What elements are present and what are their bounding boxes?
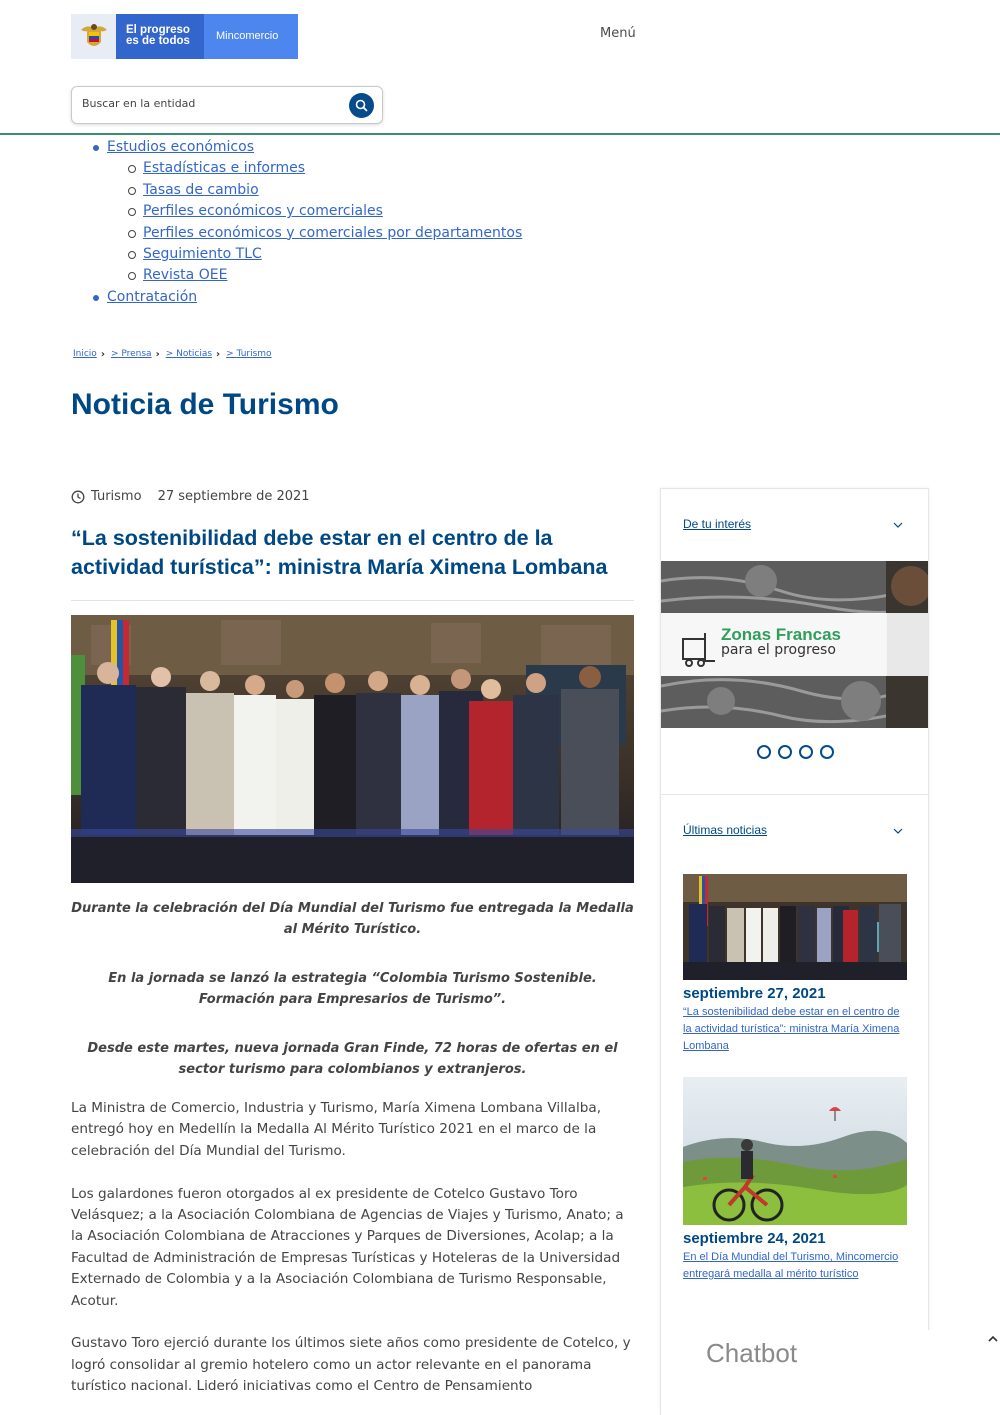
- search-button[interactable]: [349, 93, 374, 118]
- accordion-ultimas-noticias[interactable]: Últimas noticias: [683, 823, 768, 837]
- banner-subtitle: para el progreso: [721, 642, 836, 658]
- ministry-name: Mincomercio: [204, 14, 298, 59]
- nav-item-seguimiento-tlc: [107, 244, 522, 265]
- news-item: [683, 1077, 907, 1283]
- breadcrumb: [73, 349, 272, 360]
- title-divider: [71, 600, 634, 601]
- site-header: [0, 0, 1000, 135]
- nav-link-estadisticas[interactable]: Estadísticas e informes: [143, 160, 306, 177]
- menu-button[interactable]: Menú: [600, 26, 636, 41]
- chatbot-button[interactable]: Chatbot: [706, 1338, 798, 1368]
- body-paragraph: Gustavo Toro ejerció durante los últimos siete años como presidente de Cotelco, y logró consolidar al gremio hotelero como un actor relevante en el panorama turístico nacional. Lideró iniciativas como el Centro de Pensamiento: [71, 1335, 631, 1395]
- breadcrumb-separator: ›: [216, 349, 221, 360]
- nav-item-revista-oee: [107, 265, 522, 286]
- breadcrumb-turismo-label: Turismo: [236, 349, 272, 359]
- nav-link-contratacion[interactable]: Contratación: [107, 288, 198, 305]
- carousel-dot[interactable]: [799, 745, 813, 759]
- breadcrumb-separator: ›: [100, 349, 105, 360]
- site-nav-list: [107, 137, 522, 308]
- slogan-line-1: El progreso: [126, 24, 190, 36]
- body-paragraph: Los galardones fueron otorgados al ex presidente de Cotelco Gustavo Toro Velásquez; a la Asociación Colombiana de Agencias de Viajes y Turismo, Anato; a la Asociación Colombiana de Atracciones y Parques de Diversiones, Acolap; a la Facultad de Administración de Empresas Turísticas y Hoteleras de la Universidad Externado de Colombia y a la Asociación Colombiana de Turismo Responsable, Acotur.: [71, 1185, 624, 1309]
- carousel-dot[interactable]: [820, 745, 834, 759]
- breadcrumb-home[interactable]: Inicio: [73, 349, 97, 359]
- slogan-line-2: es de todos: [126, 35, 190, 47]
- chevron-up-icon[interactable]: [987, 1334, 999, 1344]
- nav-item-estadisticas: [107, 158, 522, 179]
- article-category: Turismo: [91, 489, 142, 504]
- breadcrumb-turismo[interactable]: > Turismo: [226, 349, 272, 359]
- body-paragraph: La Ministra de Comercio, Industria y Turismo, María Ximena Lombana Villalba, entregó hoy en Medellín la Medalla Al Mérito Turístico 2021 en el marco de la celebración del Día Mundial del Turismo.: [71, 1100, 602, 1159]
- slogan: [116, 14, 204, 59]
- article-date: 27 septiembre de 2021: [157, 489, 310, 504]
- lead-paragraph: Durante la celebración del Día Mundial del Turismo fue entregada la Medalla al Mérito Turístico.: [71, 901, 634, 937]
- search-icon: [355, 99, 368, 112]
- article-leads: [71, 898, 634, 1108]
- news-item: [683, 874, 907, 1055]
- nav-link-seguimiento-tlc[interactable]: Seguimiento TLC: [143, 246, 262, 263]
- banner-title: Zonas Francas: [721, 625, 841, 644]
- nav-link-perfiles-departamentos[interactable]: Perfiles económicos y comerciales por departamentos: [143, 224, 523, 241]
- page-title: Noticia de Turismo: [71, 388, 339, 421]
- article-meta: [71, 489, 310, 504]
- search-input[interactable]: [82, 97, 332, 110]
- news-link[interactable]: “La sostenibilidad debe estar en el centro de la actividad turística”: ministra María Ximena Lombana: [683, 1006, 900, 1052]
- article-body: [71, 1098, 634, 1415]
- coat-of-arms-icon: [71, 14, 116, 59]
- news-date: septiembre 27, 2021: [683, 985, 826, 1002]
- news-date: septiembre 24, 2021: [683, 1230, 826, 1247]
- breadcrumb-prensa[interactable]: > Prensa: [110, 349, 152, 359]
- nav-link-estudios-economicos[interactable]: Estudios económicos: [107, 139, 254, 155]
- carousel-dot[interactable]: [757, 745, 771, 759]
- lead-paragraph: En la jornada se lanzó la estrategia “Colombia Turismo Sostenible. Formación para Empresarios de Turismo”.: [108, 971, 597, 1007]
- nav-link-tasas-cambio[interactable]: Tasas de cambio: [143, 181, 259, 198]
- search-box: [71, 86, 383, 124]
- news-link[interactable]: En el Día Mundial del Turismo, Mincomercio entregará medalla al mérito turístico: [683, 1251, 899, 1280]
- chevron-down-icon[interactable]: [893, 520, 903, 530]
- clock-icon: [71, 490, 85, 504]
- government-logo[interactable]: [71, 14, 298, 59]
- lead-paragraph: Desde este martes, nueva jornada Gran Finde, 72 horas de ofertas en el sector turismo para colombianos y extranjeros.: [87, 1041, 618, 1077]
- news-thumbnail[interactable]: [683, 1077, 907, 1225]
- article-hero-image: [71, 615, 634, 883]
- breadcrumb-separator: ›: [155, 349, 160, 360]
- sidebar: [660, 488, 929, 1415]
- nav-item-perfiles: [107, 201, 522, 222]
- nav-link-revista-oee[interactable]: Revista OEE: [143, 267, 228, 284]
- nav-item-tasas-cambio: [107, 180, 522, 201]
- sidebar-divider: [661, 794, 928, 795]
- nav-item-perfiles-departamentos: [107, 223, 522, 244]
- carousel-dot[interactable]: [778, 745, 792, 759]
- nav-item-estudios-economicos: [107, 137, 522, 158]
- nav-link-perfiles[interactable]: Perfiles económicos y comerciales: [143, 203, 383, 220]
- chevron-down-icon[interactable]: [893, 826, 903, 836]
- nav-item-contratacion: [107, 287, 522, 308]
- article-title: “La sostenibilidad debe estar en el centro de la actividad turística”: ministra María Ximena Lombana: [71, 526, 608, 579]
- news-thumbnail[interactable]: [683, 874, 907, 980]
- zonas-francas-banner[interactable]: [661, 561, 928, 728]
- carousel-dots: [757, 745, 834, 759]
- breadcrumb-noticias[interactable]: > Noticias: [165, 349, 213, 359]
- breadcrumb-noticias-label: Noticias: [176, 349, 213, 359]
- breadcrumb-prensa-label: Prensa: [121, 349, 152, 359]
- accordion-de-tu-interes[interactable]: De tu interés: [683, 517, 752, 531]
